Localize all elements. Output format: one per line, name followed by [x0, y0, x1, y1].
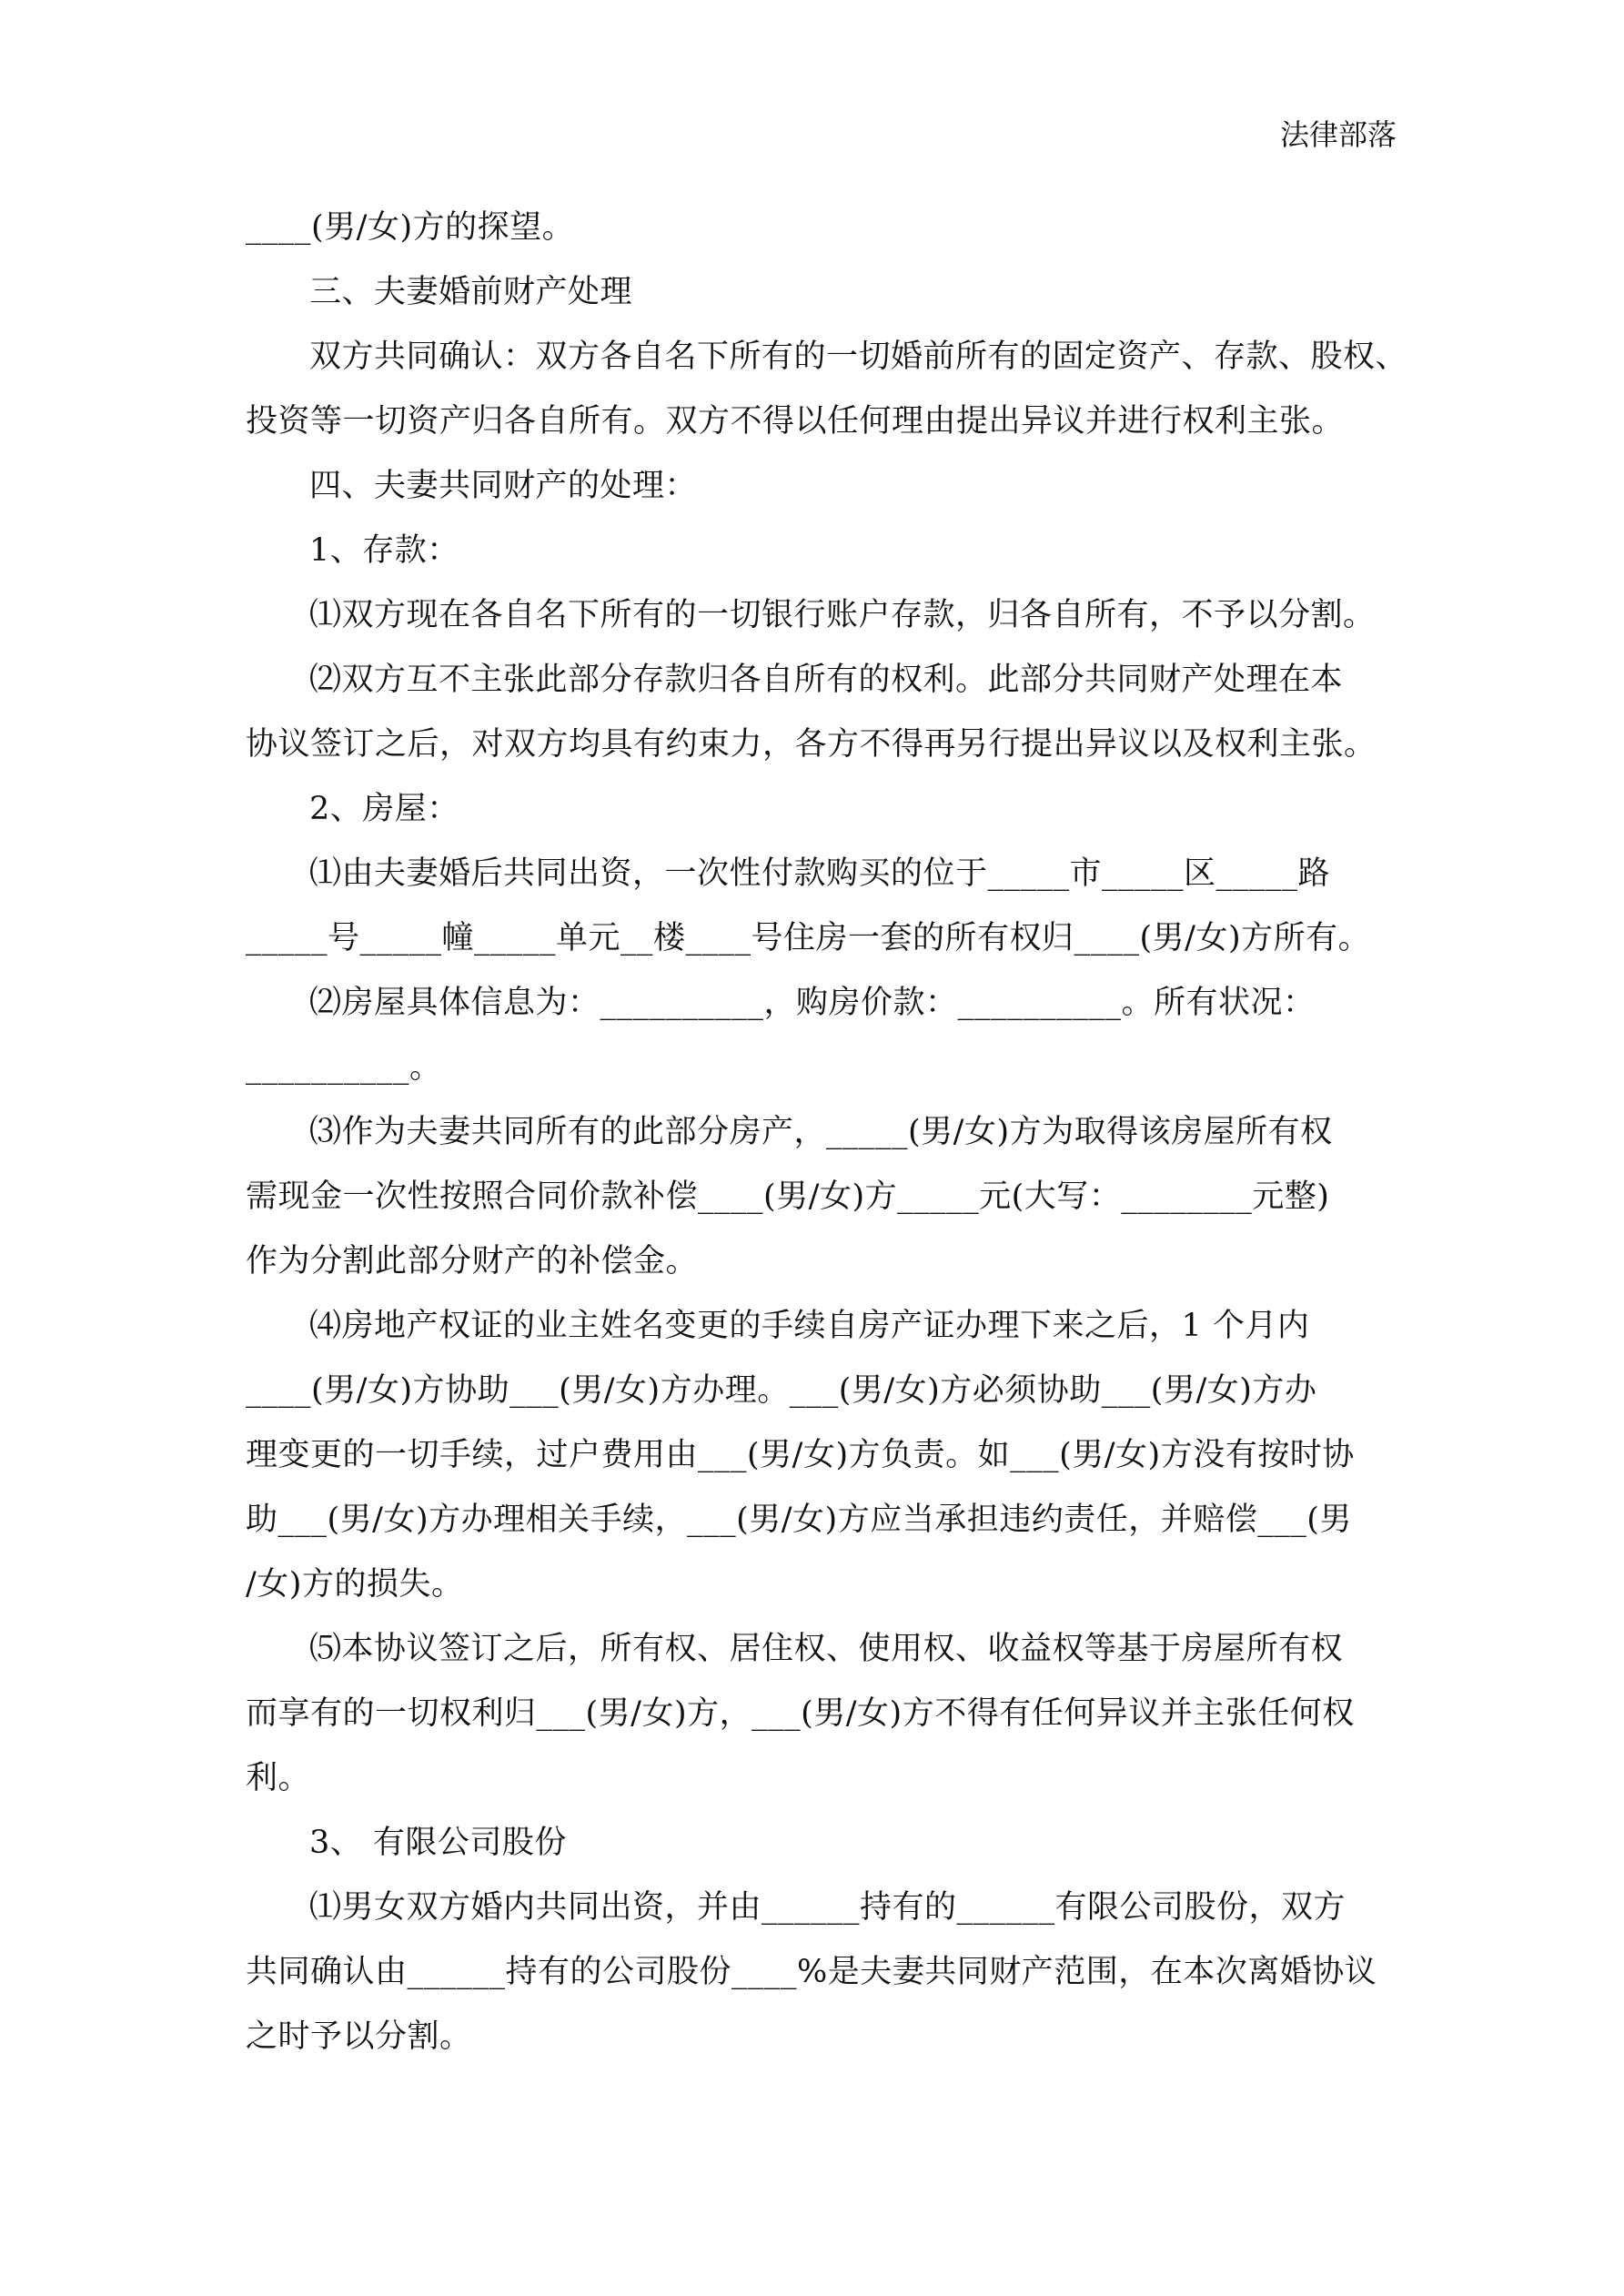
subsection-heading: 2、房屋： — [309, 791, 459, 827]
paragraph-line: ⑵房屋具体信息为：__________，购房价款：__________。所有状况： — [309, 985, 1316, 1021]
subsection-heading: 1、存款： — [309, 532, 459, 569]
paragraph-line: _____号_____幢_____单元__楼____号住房一套的所有权归____(男/女)方所有。 — [246, 920, 1371, 956]
paragraph-line: ⑶作为夫妻共同所有的此部分房产，_____(男/女)方为取得该房屋所有权 — [309, 1114, 1333, 1150]
paragraph-line: ____(男/女)方协助___(男/女)方办理。___(男/女)方必须协助___(男/女)方办 — [246, 1372, 1317, 1409]
paragraph-line: 投资等一切资产归各自所有。双方不得以任何理由提出异议并进行权利主张。 — [246, 403, 1345, 440]
paragraph-line: ____(男/女)方的探望。 — [246, 209, 575, 246]
page-header-brand: 法律部落 — [1279, 117, 1397, 152]
paragraph-line: 协议签订之后，对双方均具有约束力，各方不得再另行提出异议以及权利主张。 — [246, 726, 1377, 763]
paragraph-line: 双方共同确认：双方各自名下所有的一切婚前所有的固定资产、存款、股权、 — [309, 339, 1408, 375]
paragraph-line: ⑴男女双方婚内共同出资，并由______持有的______有限公司股份，双方 — [309, 1889, 1347, 1926]
paragraph-line: ⑷房地产权证的业主姓名变更的手续自房产证办理下来之后，1 个月内 — [309, 1308, 1310, 1344]
paragraph-line: 而享有的一切权利归___(男/女)方，___(男/女)方不得有任何异议并主张任何权 — [246, 1695, 1355, 1732]
paragraph-line: 助___(男/女)方办理相关手续，___(男/女)方应当承担违约责任，并赔偿___(男 — [246, 1502, 1352, 1538]
paragraph-line: __________。 — [246, 1049, 442, 1086]
section-heading: 三、夫妻婚前财产处理 — [309, 274, 633, 310]
paragraph-line: ⑴双方现在各自名下所有的一切银行账户存款，归各自所有，不予以分割。 — [309, 597, 1376, 633]
paragraph-line: 理变更的一切手续，过户费用由___(男/女)方负责。如___(男/女)方没有按时协 — [246, 1437, 1355, 1473]
paragraph-line: /女)方的损失。 — [246, 1566, 464, 1603]
paragraph-line: 利。 — [246, 1760, 311, 1796]
subsection-heading: 3、 有限公司股份 — [309, 1825, 567, 1861]
paragraph-line: ⑵双方互不主张此部分存款归各自所有的权利。此部分共同财产处理在本 — [309, 662, 1344, 698]
document-body — [246, 196, 1408, 2069]
paragraph-line: 共同确认由______持有的公司股份____%是夫妻共同财产范围，在本次离婚协议 — [246, 1954, 1377, 1990]
paragraph-line: ⑴由夫妻婚后共同出资，一次性付款购买的位于_____市_____区_____路 — [309, 855, 1331, 892]
paragraph-line: 需现金一次性按照合同价款补偿____(男/女)方_____元(大写：________元整) — [246, 1178, 1330, 1215]
paragraph-line: 作为分割此部分财产的补偿金。 — [246, 1243, 699, 1279]
paragraph-line: ⑸本协议签订之后，所有权、居住权、使用权、收益权等基于房屋所有权 — [309, 1631, 1344, 1667]
section-heading: 四、夫妻共同财产的处理： — [309, 468, 698, 504]
paragraph-line: 之时予以分割。 — [246, 2018, 472, 2055]
